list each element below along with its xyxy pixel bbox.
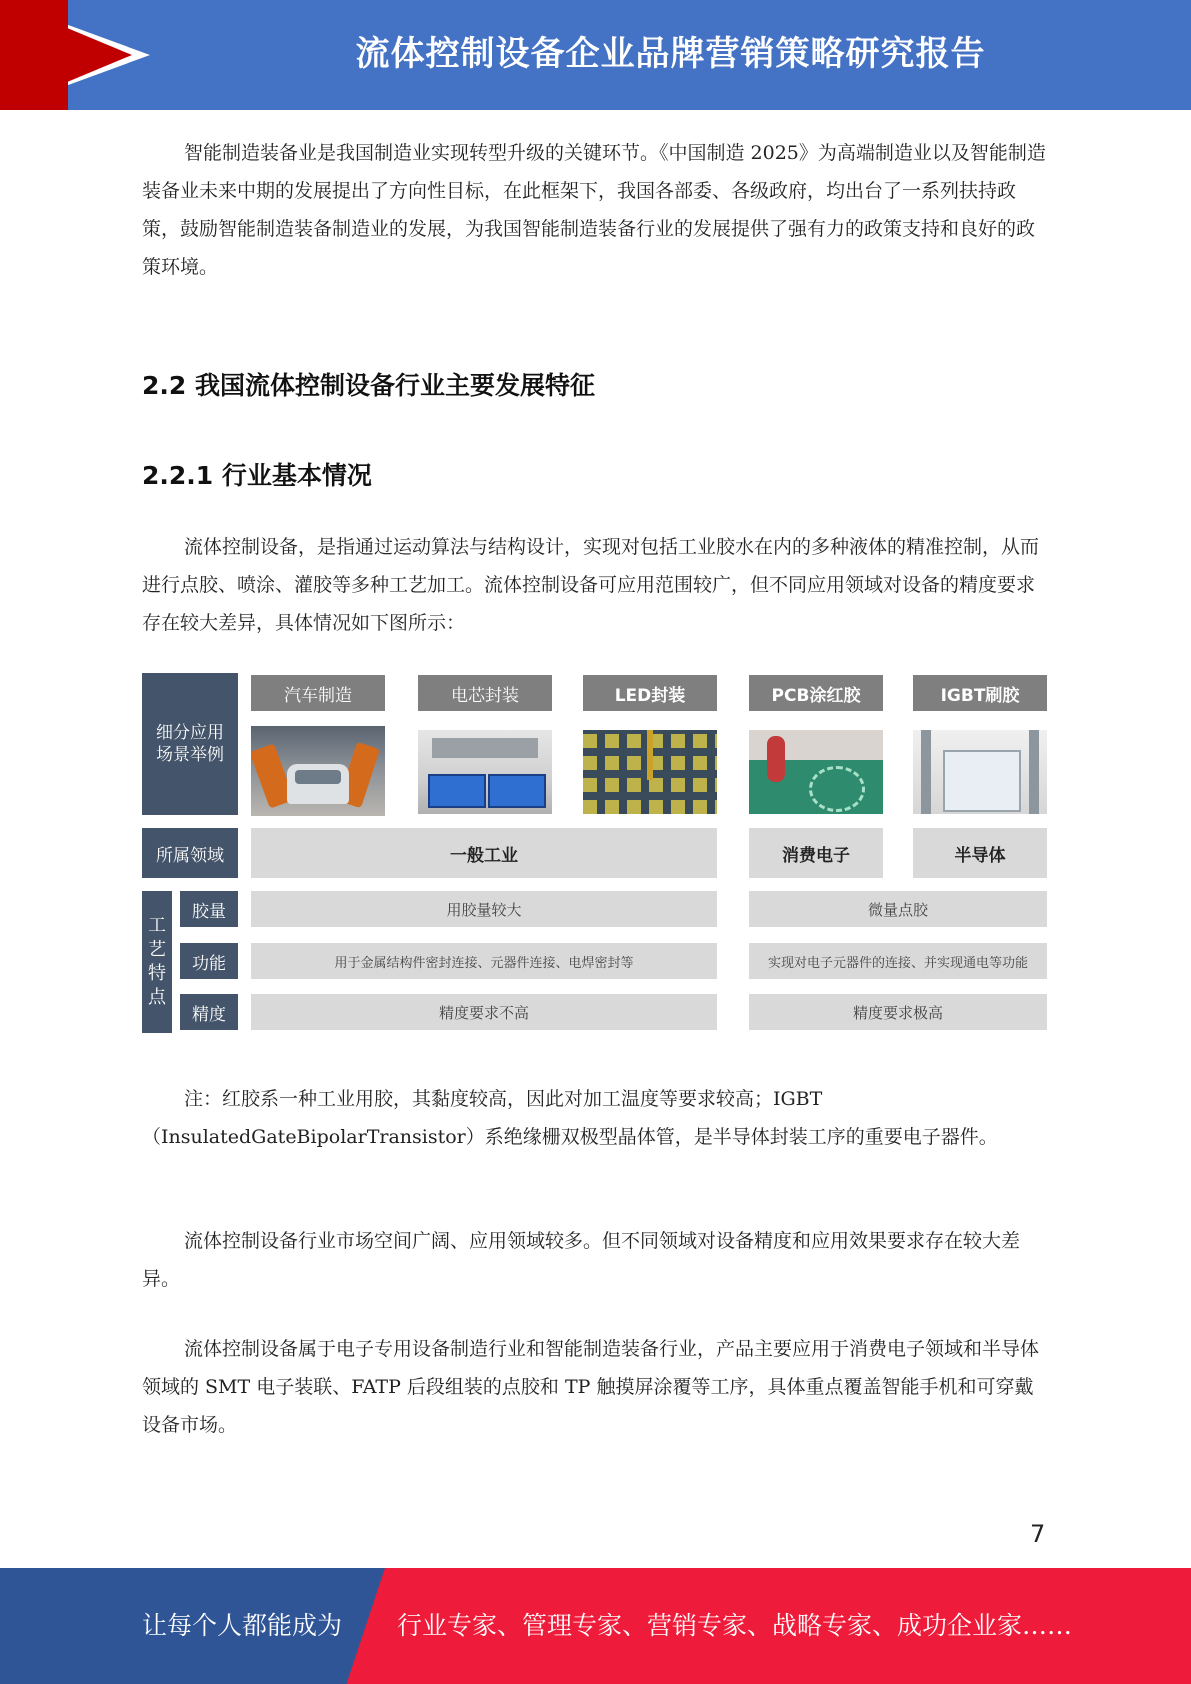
section-heading: 2.2 我国流体控制设备行业主要发展特征 xyxy=(142,371,595,400)
page-footer xyxy=(0,1568,1191,1684)
precision-electronics: 精度要求极高 xyxy=(749,994,1047,1030)
led-photo xyxy=(583,730,717,814)
automotive-photo xyxy=(251,726,385,816)
header-red-block xyxy=(0,0,68,110)
footer-slogan-left: 让每个人都能成为 xyxy=(142,1611,343,1640)
subsection-heading: 2.2.1 行业基本情况 xyxy=(142,461,372,490)
domain-semiconductor: 半导体 xyxy=(913,828,1047,878)
row-label-scenes: 细分应用场景举例 xyxy=(142,673,238,815)
paragraph-3: 流体控制设备属于电子专用设备制造行业和智能制造装备行业，产品主要应用于消费电子领域和半导体领域的 SMT 电子装联、FATP 后段组装的点胶和 TP 触摸屏涂覆等工序，具体重点覆盖智能手机和可穿戴设备市场。 xyxy=(142,1338,1040,1436)
paragraph-2: 流体控制设备行业市场空间广阔、应用领域较多。但不同领域对设备精度和应用效果要求存在较大差异。 xyxy=(142,1230,1021,1290)
intro-paragraph: 智能制造装备业是我国制造业实现转型升级的关键环节。《中国制造 2025》为高端制造业以及智能制造装备业未来中期的发展提出了方向性目标，在此框架下，我国各部委、各级政府，均出台了一系列扶持政策，鼓励智能制造装备制造业的发展，为我国智能制造装备行业的发展提供了强有力的政策支持和良好的政策环境。 xyxy=(142,142,1046,278)
sub-label-glue: 胶量 xyxy=(180,891,238,927)
scene-label-auto: 汽车制造 xyxy=(251,675,385,711)
sub-label-function: 功能 xyxy=(180,943,238,979)
precision-general: 精度要求不高 xyxy=(251,994,717,1030)
domain-general: 一般工业 xyxy=(251,828,717,878)
page-number: 7 xyxy=(1030,1520,1046,1548)
function-general: 用于金属结构件密封连接、元器件连接、电焊密封等 xyxy=(251,943,717,979)
glue-general: 用胶量较大 xyxy=(251,891,717,927)
sub-label-precision: 精度 xyxy=(180,994,238,1030)
scene-label-cell: 电芯封装 xyxy=(418,675,552,711)
row-label-domain: 所属领域 xyxy=(142,828,238,878)
function-electronics: 实现对电子元器件的连接、并实现通电等功能 xyxy=(749,943,1047,979)
page-title: 流体控制设备企业品牌营销策略研究报告 xyxy=(355,34,986,74)
pcb-photo xyxy=(749,730,883,814)
scene-label-igbt: IGBT刷胶 xyxy=(913,675,1047,711)
battery-cell-photo xyxy=(418,730,552,814)
application-figure xyxy=(142,673,1046,1033)
scene-label-pcb: PCB涂红胶 xyxy=(749,675,883,711)
glue-electronics: 微量点胶 xyxy=(749,891,1047,927)
note-paragraph: 注：红胶系一种工业用胶，其黏度较高，因此对加工温度等要求较高；IGBT（InsulatedGateBipolarTransistor）系绝缘栅双极型晶体管，是半导体封装工序的重要电子器件。 xyxy=(142,1088,998,1148)
row-label-process: 工艺特点 xyxy=(142,891,172,1033)
igbt-photo xyxy=(913,730,1047,814)
footer-slogan-right: 行业专家、管理专家、营销专家、战略专家、成功企业家…… xyxy=(397,1611,1073,1640)
scene-label-led: LED封装 xyxy=(583,675,717,711)
paragraph-1: 流体控制设备，是指通过运动算法与结构设计，实现对包括工业胶水在内的多种液体的精准控制，从而进行点胶、喷涂、灌胶等多种工艺加工。流体控制设备可应用范围较广，但不同应用领域对设备的精度要求存在较大差异，具体情况如下图所示： xyxy=(142,536,1040,634)
domain-consumer: 消费电子 xyxy=(749,828,883,878)
page-header xyxy=(0,0,1191,110)
